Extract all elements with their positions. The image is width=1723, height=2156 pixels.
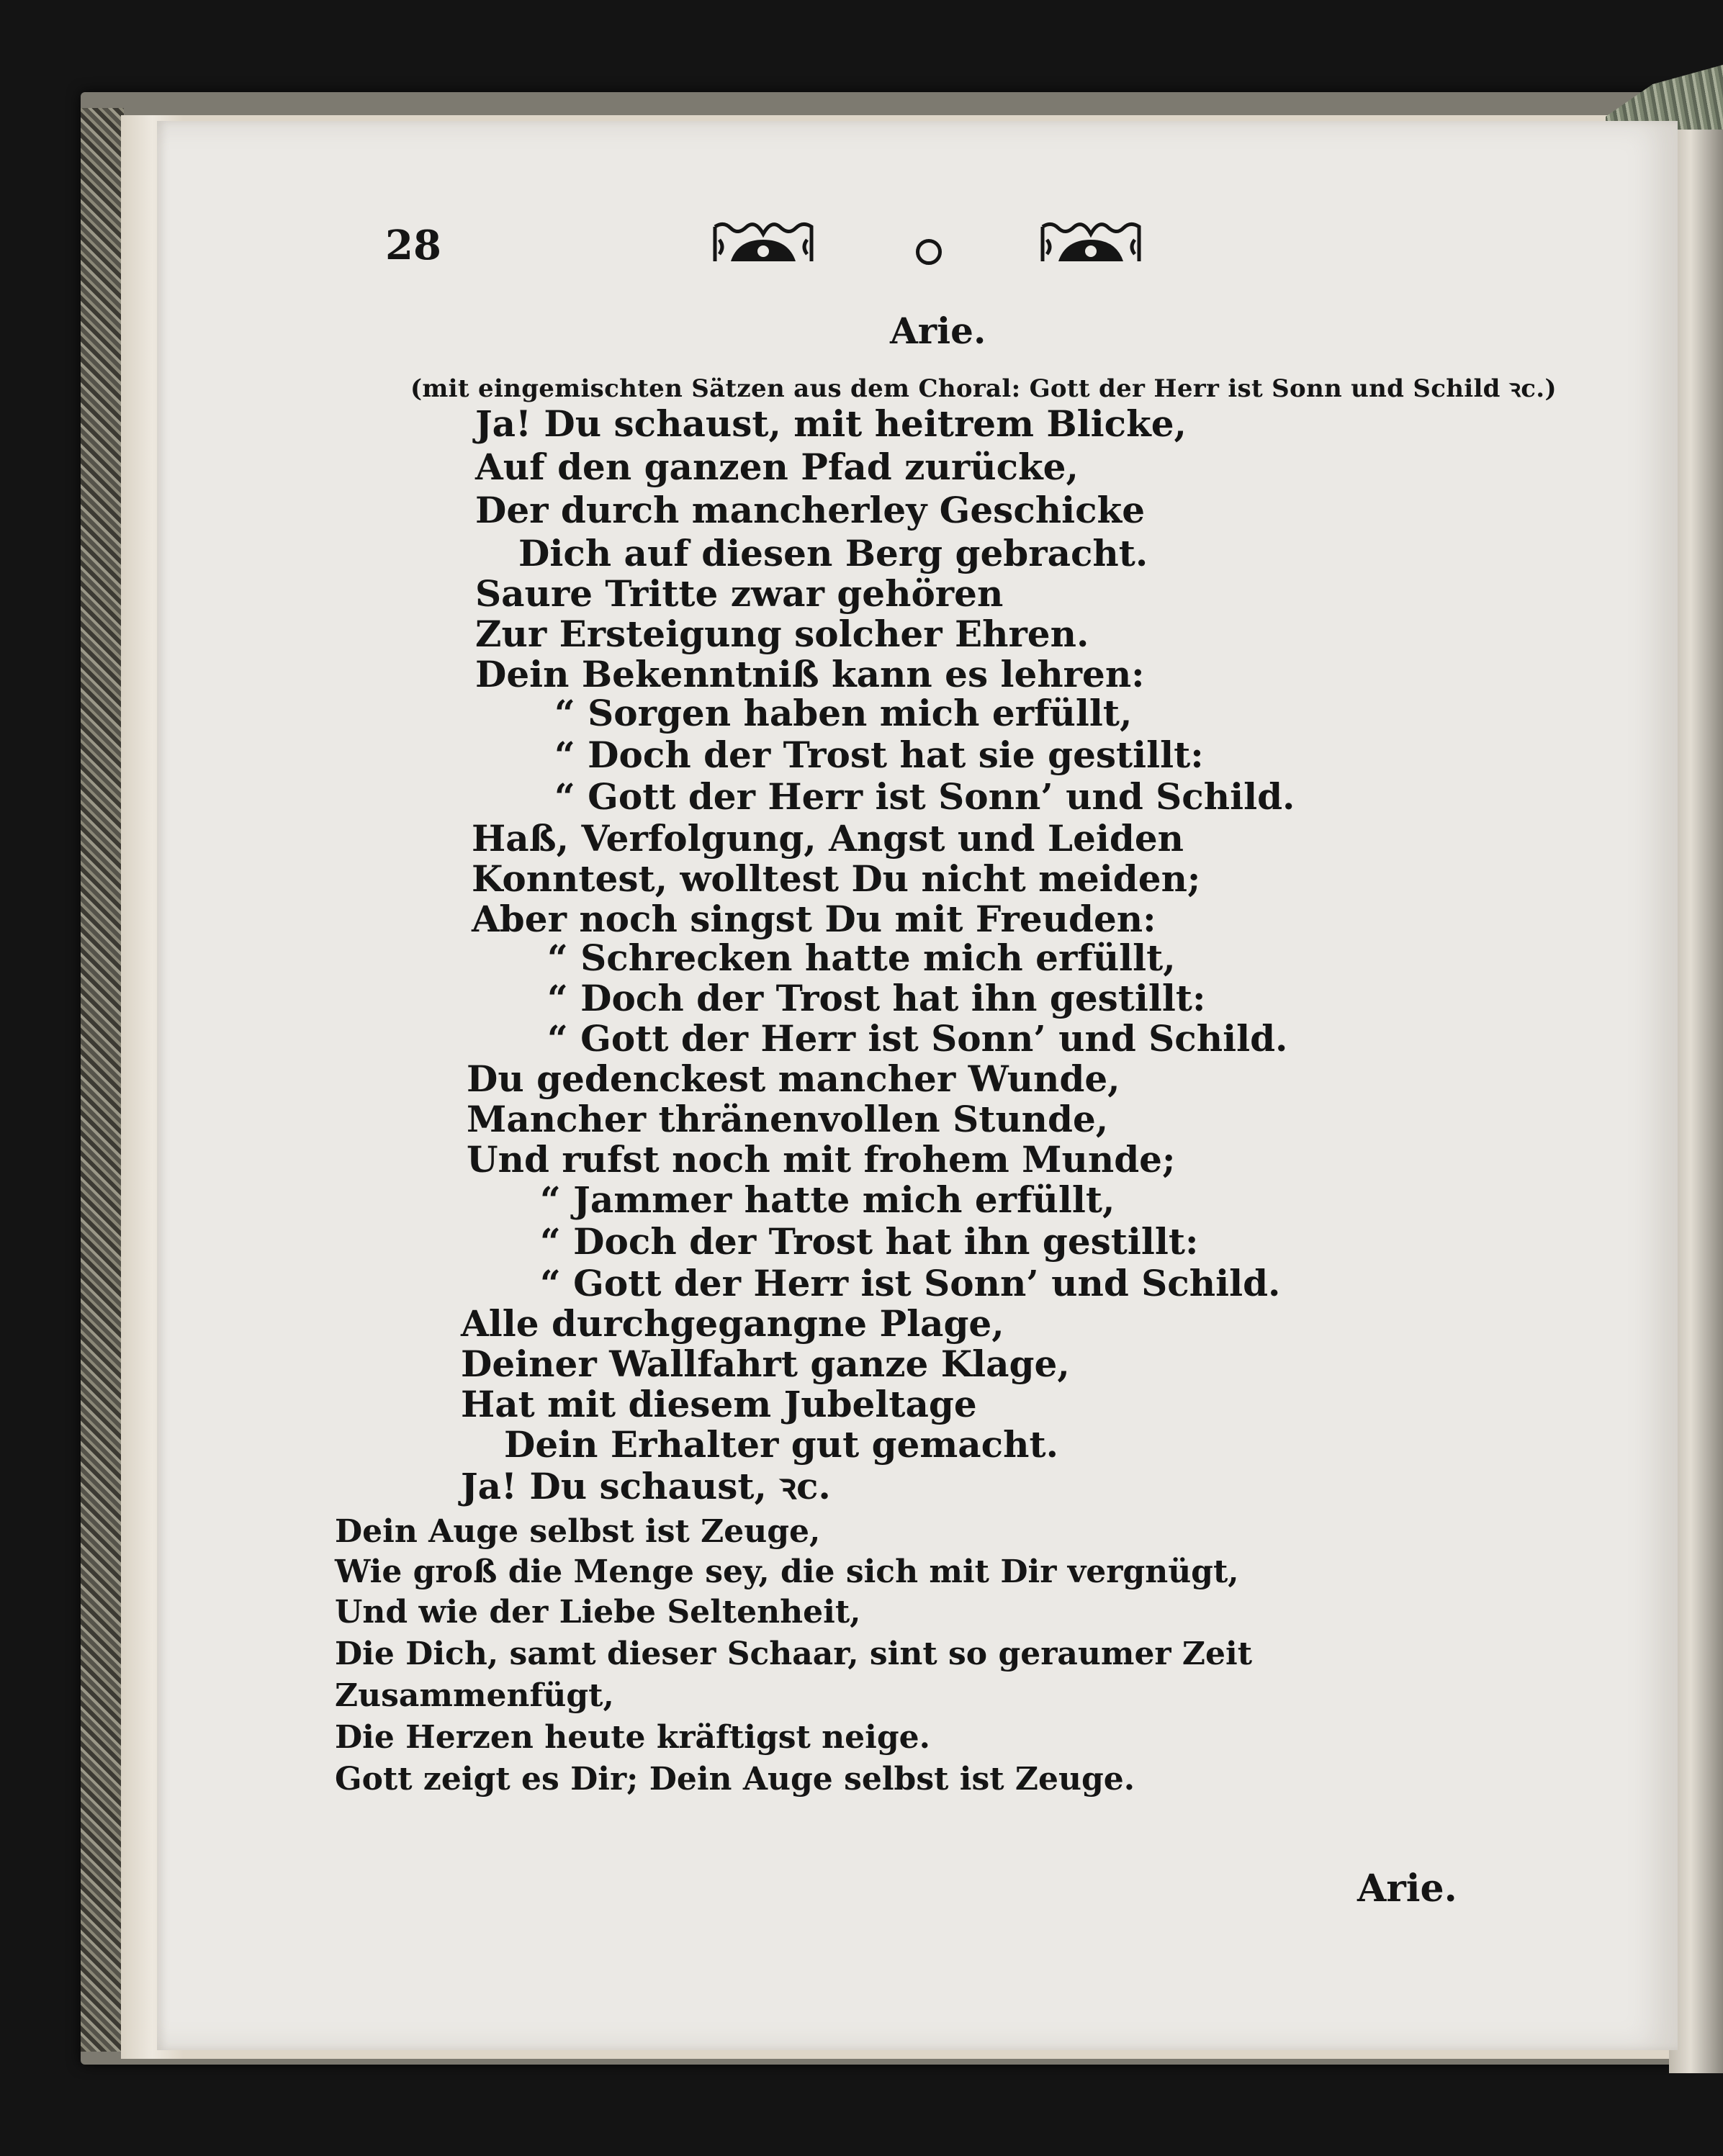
aria-subheading: (mit eingemischten Sätzen aus dem Choral: Gott der Herr ist Sonn und Schild ꝛc.) [410,374,1557,403]
verse-line: Mancher thränenvollen Stunde, [467,1098,1109,1140]
verse-line: Konntest, wolltest Du nicht meiden; [472,857,1201,900]
verse-line: Hat mit diesem Jubeltage [461,1383,977,1425]
verse-line: “ Doch der Trost hat ihn gestillt: [547,977,1206,1019]
right-ornament-icon [1037,218,1145,269]
catchword: Arie. [1357,1867,1457,1911]
verse-line: “ Gott der Herr ist Sonn’ und Schild. [547,1017,1288,1060]
recitative-line: Und wie der Liebe Seltenheit, [335,1594,861,1630]
verse-line: “ Sorgen haben mich erfüllt, [554,692,1133,734]
aria-heading: Arie. [890,310,986,352]
cover-edge [81,108,124,2052]
recitative-line: Wie groß die Menge sey, die sich mit Dir vergnügt, [335,1553,1239,1590]
verse-line: “ Jammer hatte mich erfüllt, [540,1178,1115,1221]
recitative-line: Die Herzen heute kräftigst neige. [335,1719,930,1756]
verse-line: Ja! Du schaust, ꝛc. [461,1465,831,1507]
verse-line: Der durch mancherley Geschicke [475,489,1146,531]
verse-line: Auf den ganzen Pfad zurücke, [475,446,1079,488]
verse-line: Dein Bekenntniß kann es lehren: [475,653,1145,695]
verse-line: Saure Tritte zwar gehören [475,572,1004,615]
recitative-line: Gott zeigt es Dir; Dein Auge selbst ist Zeuge. [335,1761,1135,1798]
verse-line: Zur Ersteigung solcher Ehren. [475,613,1089,655]
left-ornament-icon [709,218,817,269]
verse-line: Alle durchgegangne Plage, [461,1302,1004,1345]
verse-line: Du gedenckest mancher Wunde, [467,1057,1120,1100]
verse-line: “ Doch der Trost hat ihn gestillt: [540,1220,1199,1263]
verse-line: “ Schrecken hatte mich erfüllt, [547,937,1176,979]
verse-line: Und rufst noch mit frohem Munde; [467,1138,1176,1181]
verse-line: “ Gott der Herr ist Sonn’ und Schild. [540,1262,1281,1304]
verse-line: Haß, Verfolgung, Angst und Leiden [472,817,1184,860]
verse-line: Dein Erhalter gut gemacht. [504,1423,1058,1466]
recitative-line: Die Dich, samt dieser Schaar, sint so geraumer Zeit [335,1636,1253,1672]
verse-line: Aber noch singst Du mit Freuden: [472,898,1156,940]
verse-line: Deiner Wallfahrt ganze Klage, [461,1343,1070,1385]
recitative-line: Zusammenfügt, [335,1677,614,1714]
verse-line: “ Doch der Trost hat sie gestillt: [554,734,1204,776]
verse-line: Dich auf diesen Berg gebracht. [518,532,1148,574]
verse-line: “ Gott der Herr ist Sonn’ und Schild. [554,775,1295,818]
verse-line: Ja! Du schaust, mit heitrem Blicke, [475,402,1187,445]
center-circle-ornament-icon [916,239,942,265]
recitative-line: Dein Auge selbst ist Zeuge, [335,1513,821,1550]
page-number: 28 [385,222,441,269]
